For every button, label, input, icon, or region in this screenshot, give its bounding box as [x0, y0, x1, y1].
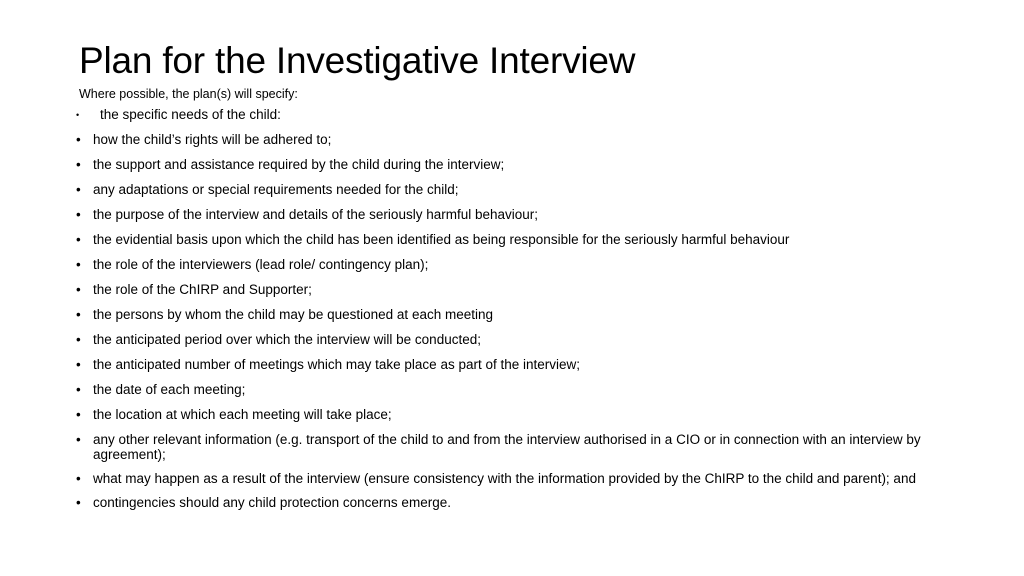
slide-title: Plan for the Investigative Interview [79, 40, 636, 81]
list-item-text: the purpose of the interview and details of the seriously harmful behaviour; [93, 207, 539, 222]
list-item-text: the persons by whom the child may be questioned at each meeting [93, 307, 493, 322]
list-item-text: the support and assistance required by the child during the interview; [93, 157, 505, 172]
list-item-text: the role of the ChIRP and Supporter; [93, 282, 312, 297]
bullet-icon: • [76, 407, 81, 422]
list-item [76, 207, 956, 222]
list-item [76, 332, 956, 347]
list-item [76, 471, 956, 486]
bullet-icon: • [76, 232, 81, 247]
list-item [76, 307, 956, 322]
bullet-icon: • [76, 157, 81, 172]
bullet-icon: • [76, 332, 81, 347]
list-item [76, 182, 956, 197]
list-item [76, 107, 956, 122]
list-item-text: the location at which each meeting will take place; [93, 407, 392, 422]
bullet-icon: • [76, 132, 81, 147]
list-item-text: contingencies should any child protection concerns emerge. [93, 495, 451, 510]
list-item-text: the specific needs of the child: [100, 107, 281, 122]
list-item [76, 232, 956, 247]
bullet-icon: • [76, 382, 81, 397]
list-item-text: the anticipated period over which the interview will be conducted; [93, 332, 481, 347]
list-item [76, 407, 956, 422]
bullet-icon: • [76, 110, 80, 120]
list-item-text: the date of each meeting; [93, 382, 246, 397]
list-item-text: any adaptations or special requirements needed for the child; [93, 182, 459, 197]
bullet-list [76, 107, 956, 520]
bullet-icon: • [76, 307, 81, 322]
slide-subtitle: Where possible, the plan(s) will specify: [79, 87, 298, 101]
list-item-text: any other relevant information (e.g. transport of the child to and from the interview authorised in a CIO or in connection with an interview by agreement); [93, 432, 921, 462]
list-item-text: the evidential basis upon which the child has been identified as being responsible for the seriously harmful behaviour [93, 232, 790, 247]
bullet-icon: • [76, 282, 81, 297]
list-item [76, 357, 956, 372]
bullet-icon: • [76, 182, 81, 197]
list-item [76, 257, 956, 272]
bullet-icon: • [76, 432, 81, 447]
list-item-text: how the child’s rights will be adhered to; [93, 132, 332, 147]
list-item [76, 157, 956, 172]
list-item [76, 432, 956, 462]
list-item [76, 132, 956, 147]
bullet-icon: • [76, 357, 81, 372]
bullet-icon: • [76, 257, 81, 272]
bullet-icon: • [76, 495, 81, 510]
list-item-text: the role of the interviewers (lead role/ contingency plan); [93, 257, 429, 272]
list-item [76, 495, 956, 510]
list-item-text: what may happen as a result of the interview (ensure consistency with the information provided by the ChIRP to the child and parent); and [93, 471, 916, 486]
list-item [76, 282, 956, 297]
list-item-text: the anticipated number of meetings which may take place as part of the interview; [93, 357, 581, 372]
bullet-icon: • [76, 471, 81, 486]
list-item [76, 382, 956, 397]
bullet-icon: • [76, 207, 81, 222]
